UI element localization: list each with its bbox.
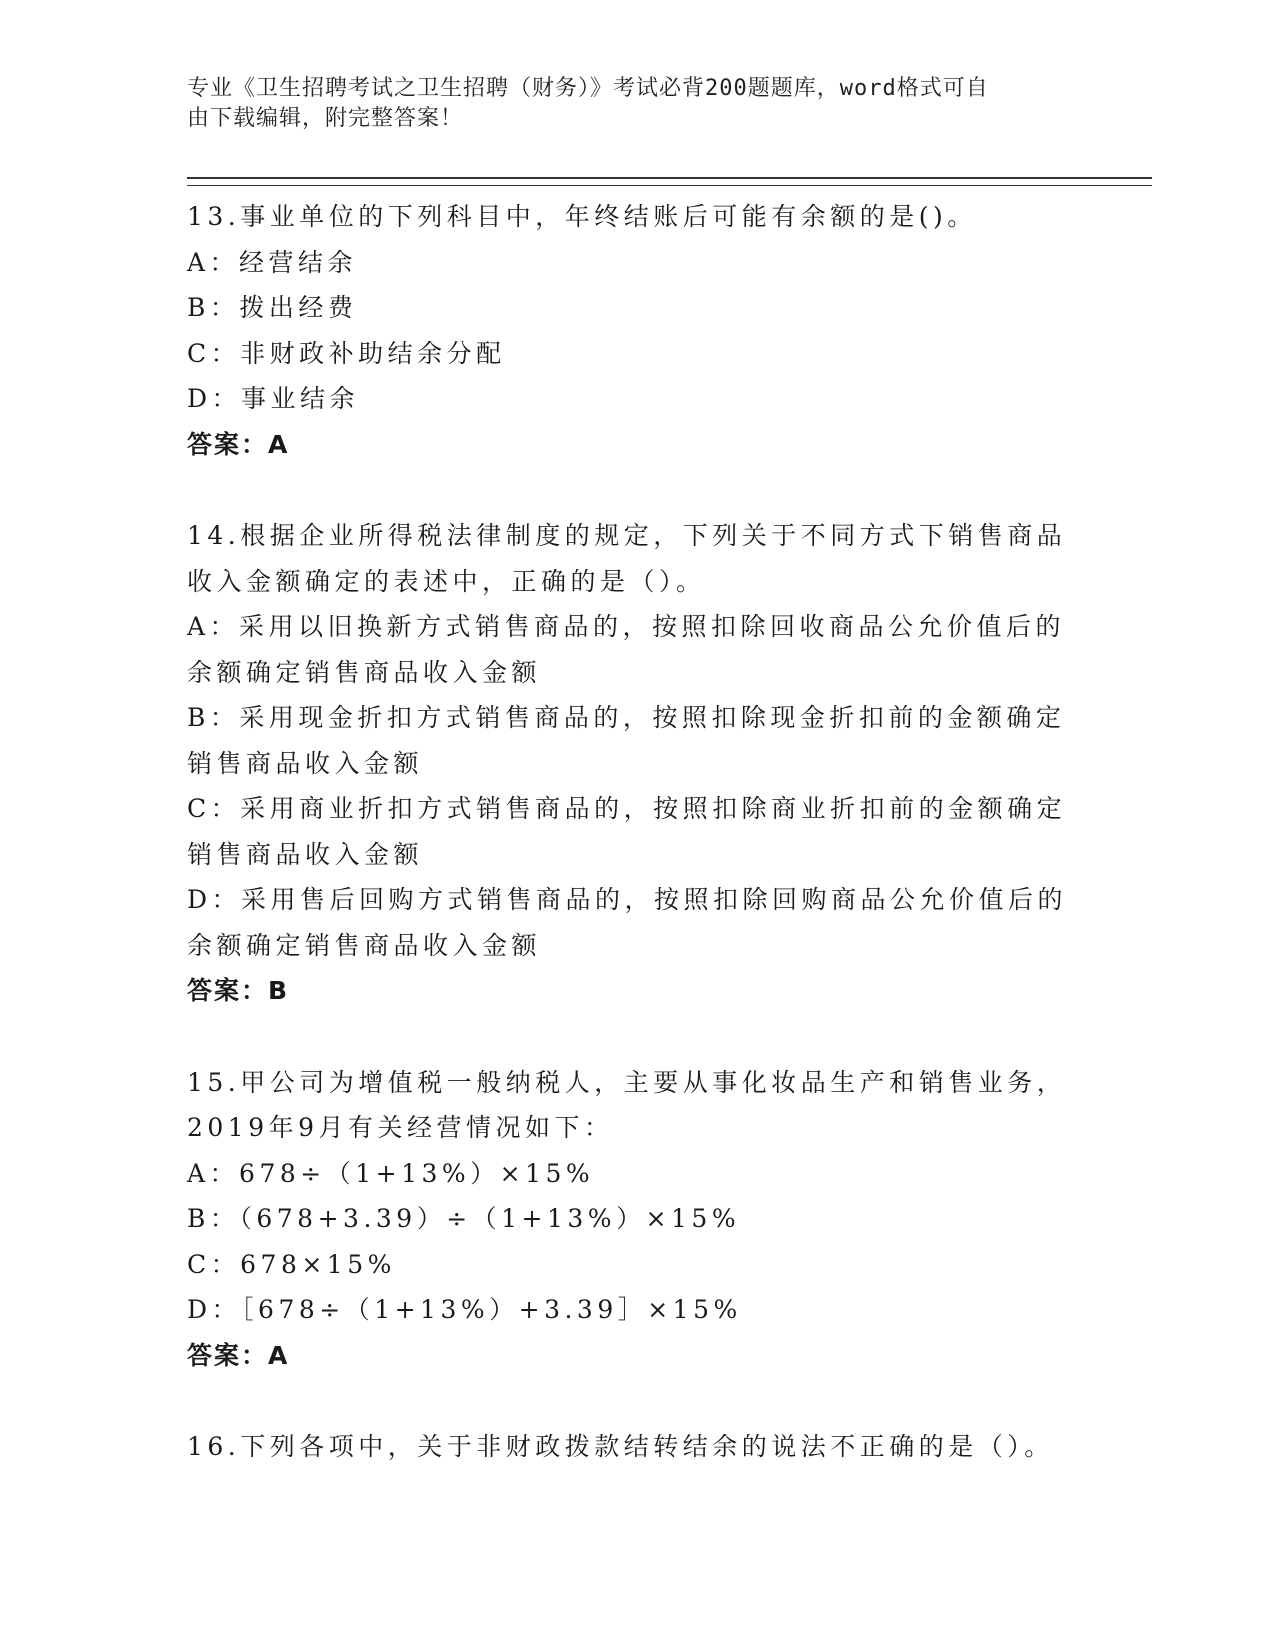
- option-c: C：678×15%: [187, 1249, 396, 1279]
- question-text: 14.根据企业所得税法律制度的规定，下列关于不同方式下销售商品收入金额确定的表述中，正确的是（）。: [187, 521, 1067, 596]
- header-line-2: 由下载编辑，附完整答案！: [187, 106, 464, 131]
- question-text: 13.事业单位的下列科目中，年终结账后可能有余额的是()。: [187, 202, 977, 231]
- question-14: [187, 513, 1087, 1014]
- document-header: [187, 74, 1077, 134]
- answer: 答案：A: [187, 1340, 290, 1370]
- question-15: [187, 1060, 1087, 1379]
- answer: 答案：A: [187, 429, 290, 459]
- option-b: B：（678+3.39）÷（1+13%）×15%: [187, 1204, 741, 1233]
- question-list: [187, 194, 1087, 1516]
- header-line-1: 专业《卫生招聘考试之卫生招聘（财务）》考试必背200题题库，word格式可自: [187, 76, 989, 101]
- option-d: D：［678÷（1+13%）+3.39］×15%: [187, 1295, 742, 1324]
- option-c: C：非财政补助结余分配: [187, 338, 506, 368]
- option-d: D：事业结余: [187, 384, 360, 413]
- option-a: A：678÷（1+13%）×15%: [187, 1158, 595, 1188]
- question-text: 16.下列各项中，关于非财政拨款结转结余的说法不正确的是（）。: [187, 1432, 1054, 1461]
- option-a: A：经营结余: [187, 247, 358, 277]
- question-16: [187, 1424, 1087, 1470]
- answer: 答案：B: [187, 976, 290, 1005]
- header-divider: [187, 177, 1152, 186]
- question-13: [187, 194, 1087, 467]
- option-a: A：采用以旧换新方式销售商品的，按照扣除回收商品公允价值后的余额确定销售商品收入金额: [187, 612, 1066, 687]
- option-d: D：采用售后回购方式销售商品的，按照扣除回购商品公允价值后的余额确定销售商品收入金额: [187, 885, 1068, 960]
- question-text: 15.甲公司为增值税一般纳税人，主要从事化妆品生产和销售业务，2019年9月有关经营情况如下：: [187, 1067, 1067, 1142]
- option-c: C：采用商业折扣方式销售商品的，按照扣除商业折扣前的金额确定销售商品收入金额: [187, 794, 1067, 869]
- option-b: B：采用现金折扣方式销售商品的，按照扣除现金折扣前的金额确定销售商品收入金额: [187, 703, 1066, 778]
- option-b: B：拨出经费: [187, 293, 358, 322]
